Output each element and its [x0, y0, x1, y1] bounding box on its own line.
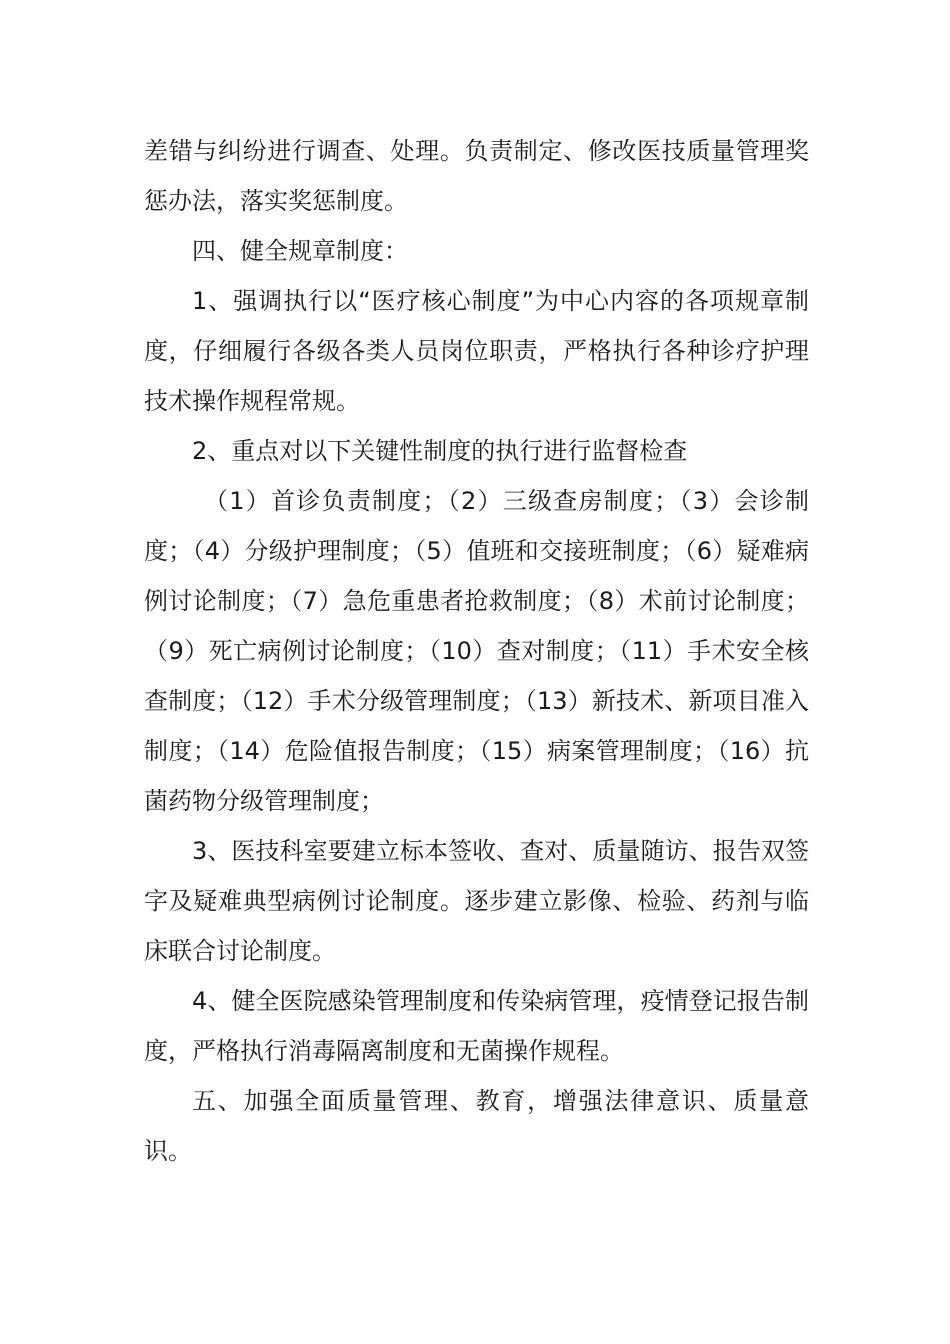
paragraph-item-4: 4、健全医院感染管理制度和传染病管理，疫情登记报告制度，严格执行消毒隔离制度和无菌操作规程。 [144, 987, 809, 1065]
paragraph-item-1: 1、强调执行以“医疗核心制度”为中心内容的各项规章制度，仔细履行各级各类人员岗位职责，严格执行各种诊疗护理技术操作规程常规。 [144, 287, 809, 415]
document-body [144, 126, 809, 1176]
paragraph-system-list: （1）首诊负责制度；（2）三级查房制度；（3）会诊制度；（4）分级护理制度；（5）值班和交接班制度；（6）疑难病例讨论制度；（7）急危重患者抢救制度；（8）术前讨论制度；（9）死亡病例讨论制度；（10）查对制度；（11）手术安全核查制度；（12）手术分级管理制度；（13）新技术、新项目准入制度；（14）危险值报告制度；（15）病案管理制度；（16）抗菌药物分级管理制度； [144, 487, 809, 815]
section-heading-four: 四、健全规章制度： [192, 237, 408, 265]
paragraph-continuation: 差错与纠纷进行调查、处理。负责制定、修改医技质量管理奖惩办法，落实奖惩制度。 [144, 137, 809, 215]
paragraph-item-2: 2、重点对以下关键性制度的执行进行监督检查 [192, 437, 688, 465]
section-heading-five: 五、加强全面质量管理、教育，增强法律意识、质量意识。 [144, 1087, 809, 1165]
paragraph-item-3: 3、医技科室要建立标本签收、查对、质量随访、报告双签字及疑难典型病例讨论制度。逐步建立影像、检验、药剂与临床联合讨论制度。 [144, 837, 809, 965]
